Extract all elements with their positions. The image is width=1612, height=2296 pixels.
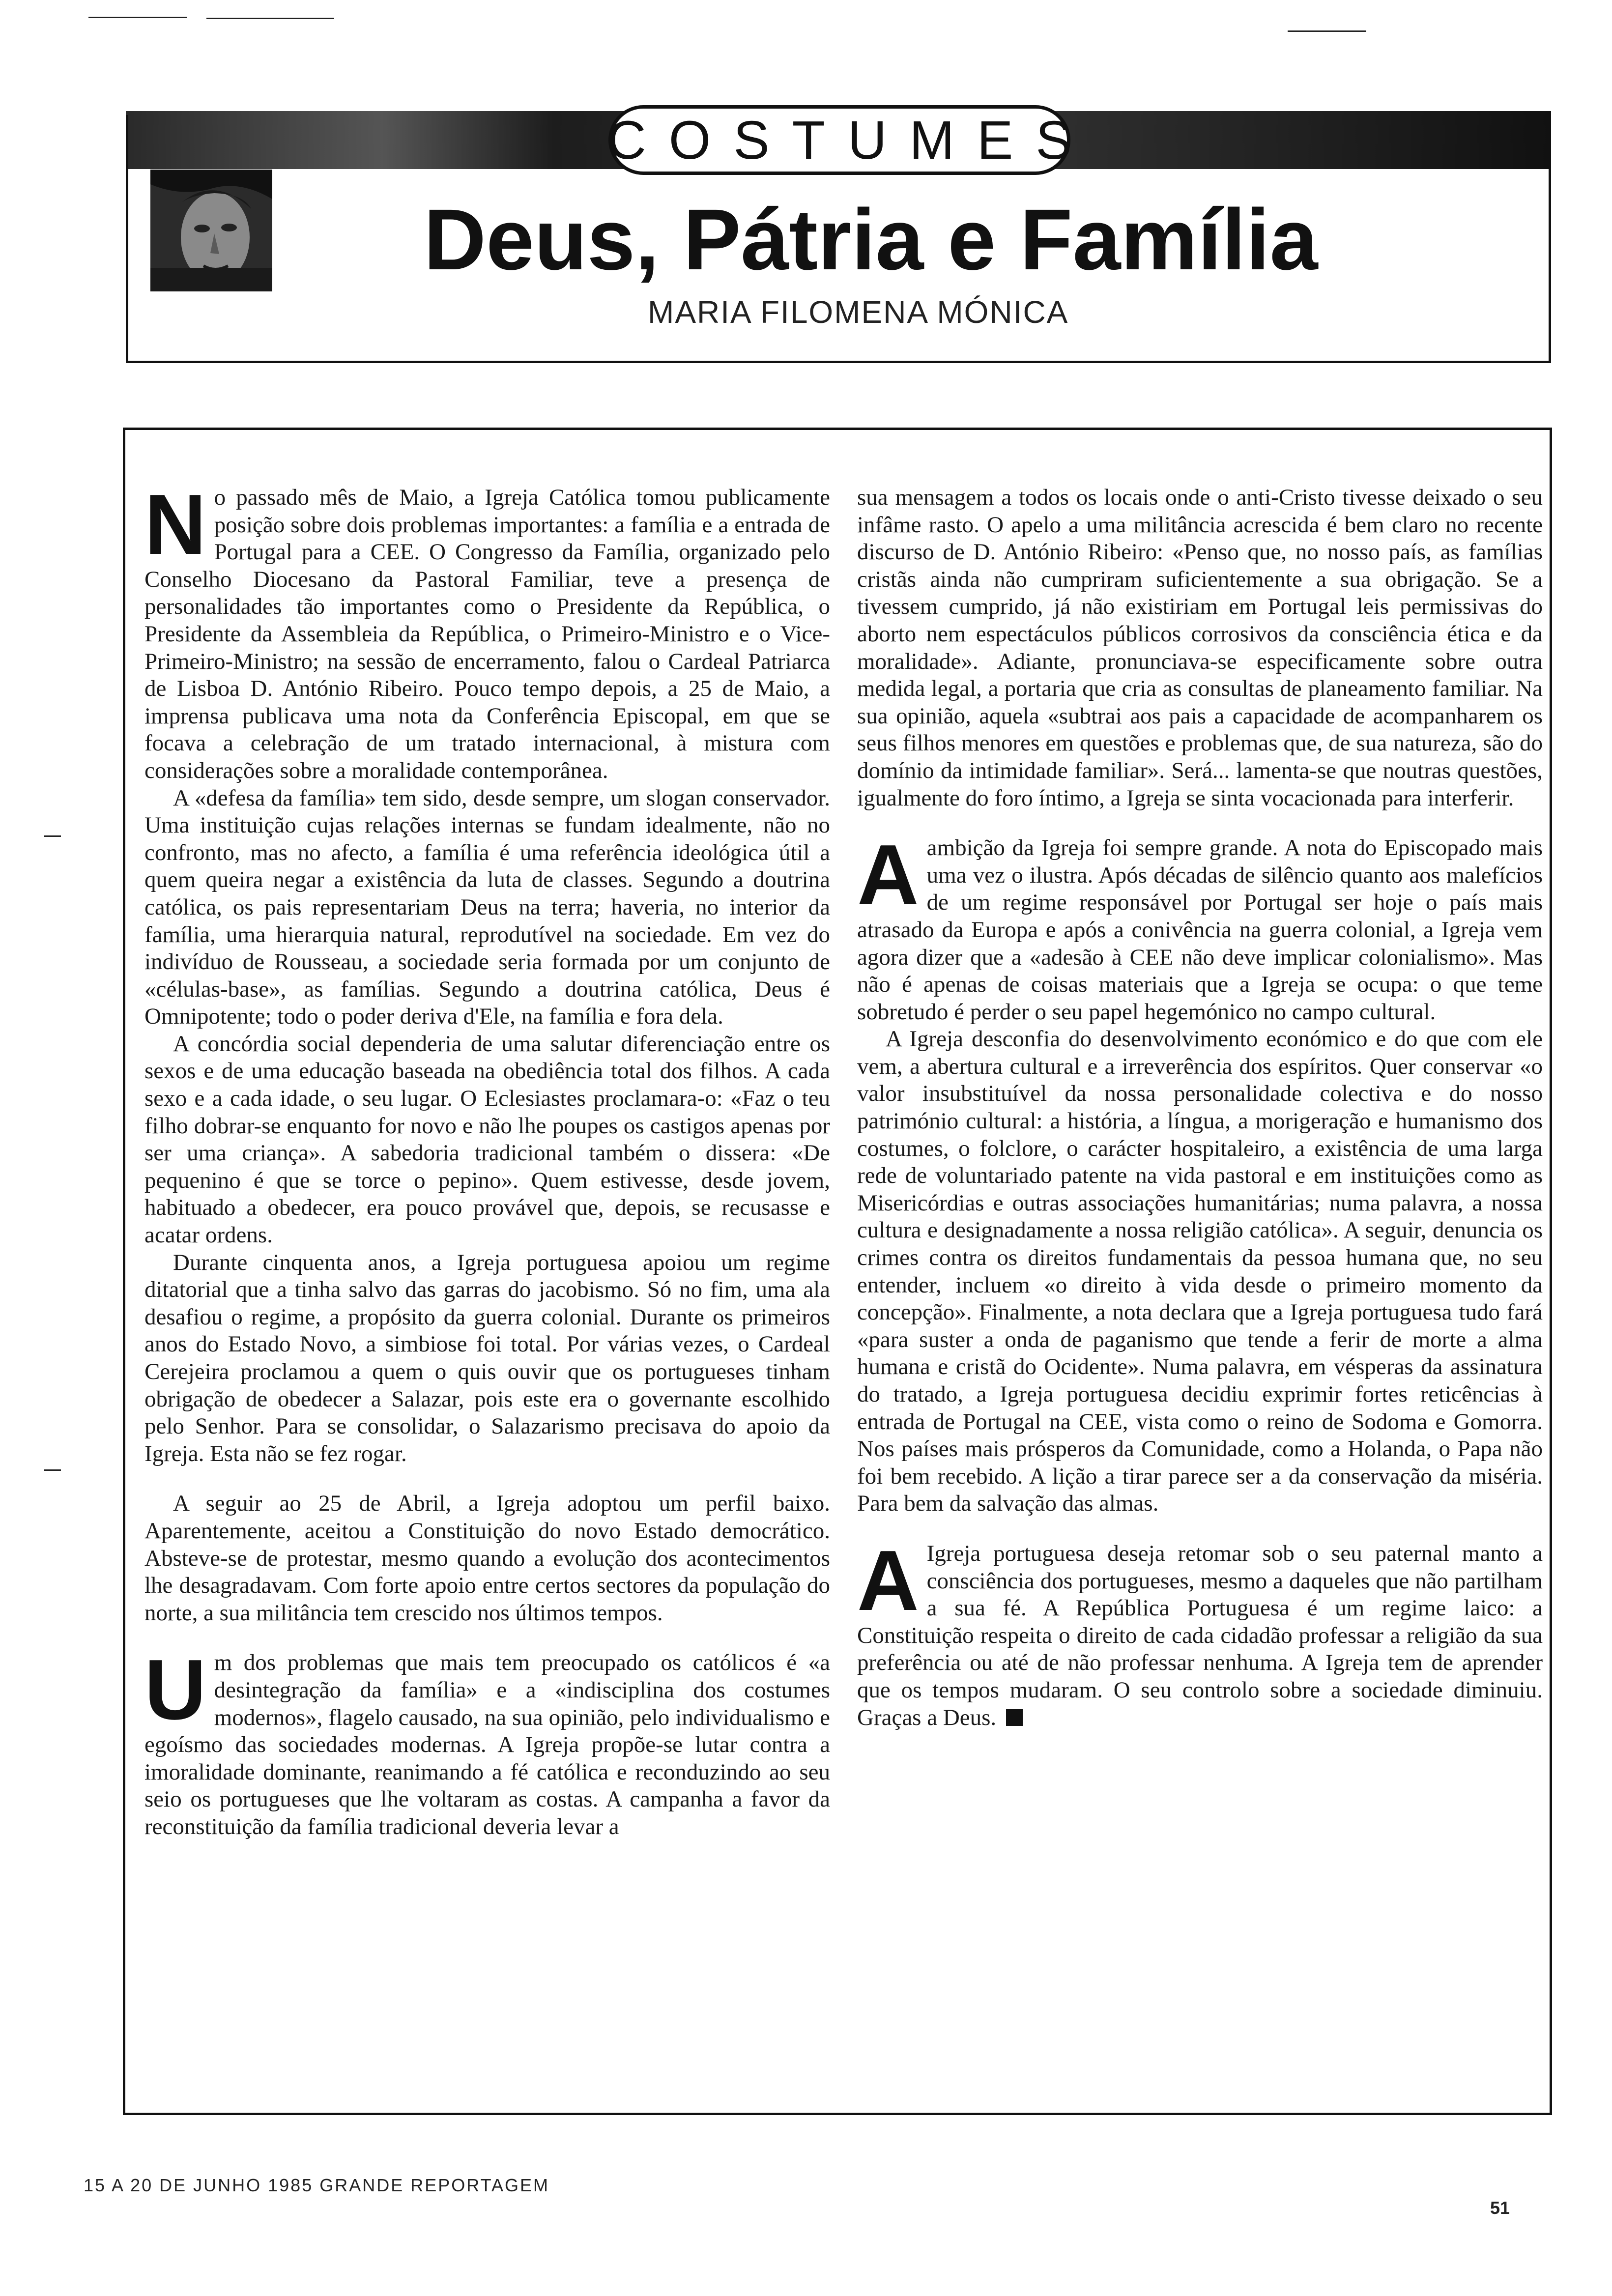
drop-cap: N [144,476,206,572]
article-paragraph: A «defesa da família» tem sido, desde sempre, um slogan conservador. Uma instituição cujas relações internas se fundam idealmente, não no confronto, mas no afecto, a família é uma referência ideológica útil a quem queira negar a existência da luta de classes. Segundo a doutrina católica, os pais representariam Deus na terra; haveria, no interior da família, uma hierarquia natural, reprodutível na sociedade. Em vez do indivíduo de Rousseau, a sociedade seria formada por um conjunto de «células-base», as famílias. Segundo a doutrina católica, Deus é Omnipotente; todo o poder deriva d'Ele, na família e fora dela. [144,785,830,1030]
scan-speck [88,17,187,18]
scan-speck [1288,30,1366,32]
article-paragraph: Aambição da Igreja foi sempre grande. A nota do Episcopado mais uma vez o ilustra. Após décadas de silêncio quanto aos malefícios de um regime responsável por Portugal ser hoje o país mais atrasado da Europa e após a conivência na guerra colonial, a Igreja vem agora dizer que a «adesão à CEE não deve implicar colonialismo». Mas não é apenas de coisas materiais que a Igreja se ocupa: o que teme sobretudo é perder o seu papel hegemónico no campo cultural. [857,827,1543,1025]
author-photo [150,170,272,291]
article-paragraph: A Igreja portuguesa deseja retomar sob o seu paternal manto a consciência dos portugueses, mesmo a daqueles que não partilham a sua fé. A República Portuguesa é um regime laico: a Constituição respeita o direito de cada cidadão professar a religião da sua preferência ou até de não professar nenhuma. A Igreja tem de aprender que os tempos mudaram. O seu controlo sobre a sociedade diminuiu. Graças a Deus. [857,1532,1543,1730]
article-paragraph: Durante cinquenta anos, a Igreja portuguesa apoiou um regime ditatorial que a tinha salvo das garras do jacobismo. Só no fim, uma ala desafiou o regime, a propósito da guerra colonial. Durante os primeiros anos do Estado Novo, a simbiose foi total. Por várias vezes, o Cardeal Cerejeira proclamou a quem o quis ouvir que os portugueses tinham obrigação de obedecer a Salazar, pois este era o governante escolhido pelo Senhor. Para se consolidar, o Salazarismo precisava do apoio da Igreja. Esta não se fez rogar. [144,1249,830,1466]
drop-cap: A [857,1532,919,1628]
article-paragraph: A concórdia social dependeria de uma salutar diferenciação entre os sexos e de uma educação baseada na obediência total dos filhos. A cada sexo e a cada idade, o seu lugar. O Eclesiastes proclamara-o: «Faz o teu filho dobrar-se enquanto for novo e não lhe poupes os castigos apenas por ser uma criança». A sabedoria tradicional também o dissera: «De pequenino é que se torce o pepino». Quem estivesse, desde jovem, habituado a obedecer, era pouco provável que, depois, se recusasse e acatar ordens. [144,1031,830,1248]
section-label: COSTUMES [608,105,1070,175]
article-paragraph: Um dos problemas que mais tem preocupado os católicos é «a desintegração da família» e a «indisciplina dos costumes modernos», flagelo causado, na sua opinião, pelo individualismo e egoísmo das sociedades modernas. A Igreja propõe-se lutar contra a imoralidade dominante, reanimando a fé católica e reconduzindo ao seu seio os portugueses que lhe voltaram as costas. A campanha a favor da reconstituição da família tradicional deveria levar a [144,1641,830,1839]
article-paragraph: A Igreja desconfia do desenvolvimento económico e do que com ele vem, a abertura cultural e a irreverência dos espíritos. Quer conservar «o valor insubstituível da nossa personalidade colectiva e do nosso património cultural: a história, a língua, a morigeração e humanismo dos costumes, o folclore, o carácter hospitaleiro, a existência de uma larga rede de voluntariado patente na vida pastoral e em instituições como as Misericórdias e outras associações humanitárias; numa palavra, a nossa cultura e designadamente a nossa religião católica». A seguir, denuncia os crimes contra os direitos fundamentais da pessoa humana que, no seu entender, incluem «o direito à vida desde o primeiro momento da concepção». Finalmente, a nota declara que a Igreja portuguesa tudo fará «para suster a onda de paganismo que tende a ferir de morte a alma humana e cristã do Ocidente». Numa palavra, em vésperas da assinatura do tratado, a Igreja portuguesa decidiu exprimir fortes reticências à entrada de Portugal na CEE, vista como o reino de Sodoma e Gomorra. Nos países mais prósperos da Comunidade, como a Holanda, o Papa não foi bem recebido. A lição a tirar parece ser a da conservação da miséria. Para bem da salvação das almas. [857,1026,1543,1517]
scan-speck [44,1469,61,1471]
scan-speck [206,18,334,19]
end-of-article-mark [1006,1709,1023,1726]
article-paragraph: A seguir ao 25 de Abril, a Igreja adoptou um perfil baixo. Aparentemente, aceitou a Constituição do novo Estado democrático. Absteve-se de protestar, mesmo quando a evolução dos acontecimentos lhe desagradavam. Com forte apoio entre certos sectores da população do norte, a sua militância tem crescido nos últimos tempos. [144,1491,830,1626]
author-byline: MARIA FILOMENA MÓNICA [648,294,1069,330]
issue-footer: 15 A 20 DE JUNHO 1985 GRANDE REPORTAGEM [84,2175,549,2195]
article-paragraph: sua mensagem a todos os locais onde o anti-Cristo tivesse deixado o seu infâme rasto. O apelo a uma militância acrescida é bem claro no recente discurso de D. António Ribeiro: «Penso que, no nosso país, as famílias cristãs ainda não cumpriram suficientemente a sua obrigação. Se a tivessem cumprido, já não existiriam em Portugal leis permissivas do aborto nem espectáculos públicos corrosivos da consciência ética e da moralidade». Adiante, pronunciava-se especificamente sobre outra medida legal, a portaria que cria as consultas de planeamento familiar. Na sua opinião, aquela «subtrai aos pais a capacidade de acompanharem os seus filhos menores em questões e problemas que, de sua natureza, são do domínio da intimidade familiar». Será... lamenta-se que noutras questões, igualmente do foro íntimo, a Igreja se sinta vocacionada para interferir. [857,485,1543,811]
drop-cap: A [857,827,919,923]
article-column-left [144,476,830,1841]
page-number: 51 [1490,2198,1510,2218]
article-paragraph: No passado mês de Maio, a Igreja Católica tomou publicamente posição sobre dois problemas importantes: a família e a entrada de Portugal para a CEE. O Congresso da Família, organizado pelo Conselho Diocesano da Pastoral Familiar, teve a presença de personalidades tão importantes como o Presidente da República, o Presidente da Assembleia da República, o Primeiro-Ministro e o Vice-Primeiro-Ministro; na sessão de encerramento, falou o Cardeal Patriarca de Lisboa D. António Ribeiro. Pouco tempo depois, a 25 de Maio, a imprensa publicava uma nota da Conferência Episcopal, em que se focava a celebração de um tratado internacional, à mistura com considerações sobre a moralidade contemporânea. [144,476,830,783]
drop-cap: U [144,1641,206,1738]
page-title: Deus, Pátria e Família [424,192,1318,288]
scan-speck [44,835,61,837]
article-column-right [857,484,1543,1731]
